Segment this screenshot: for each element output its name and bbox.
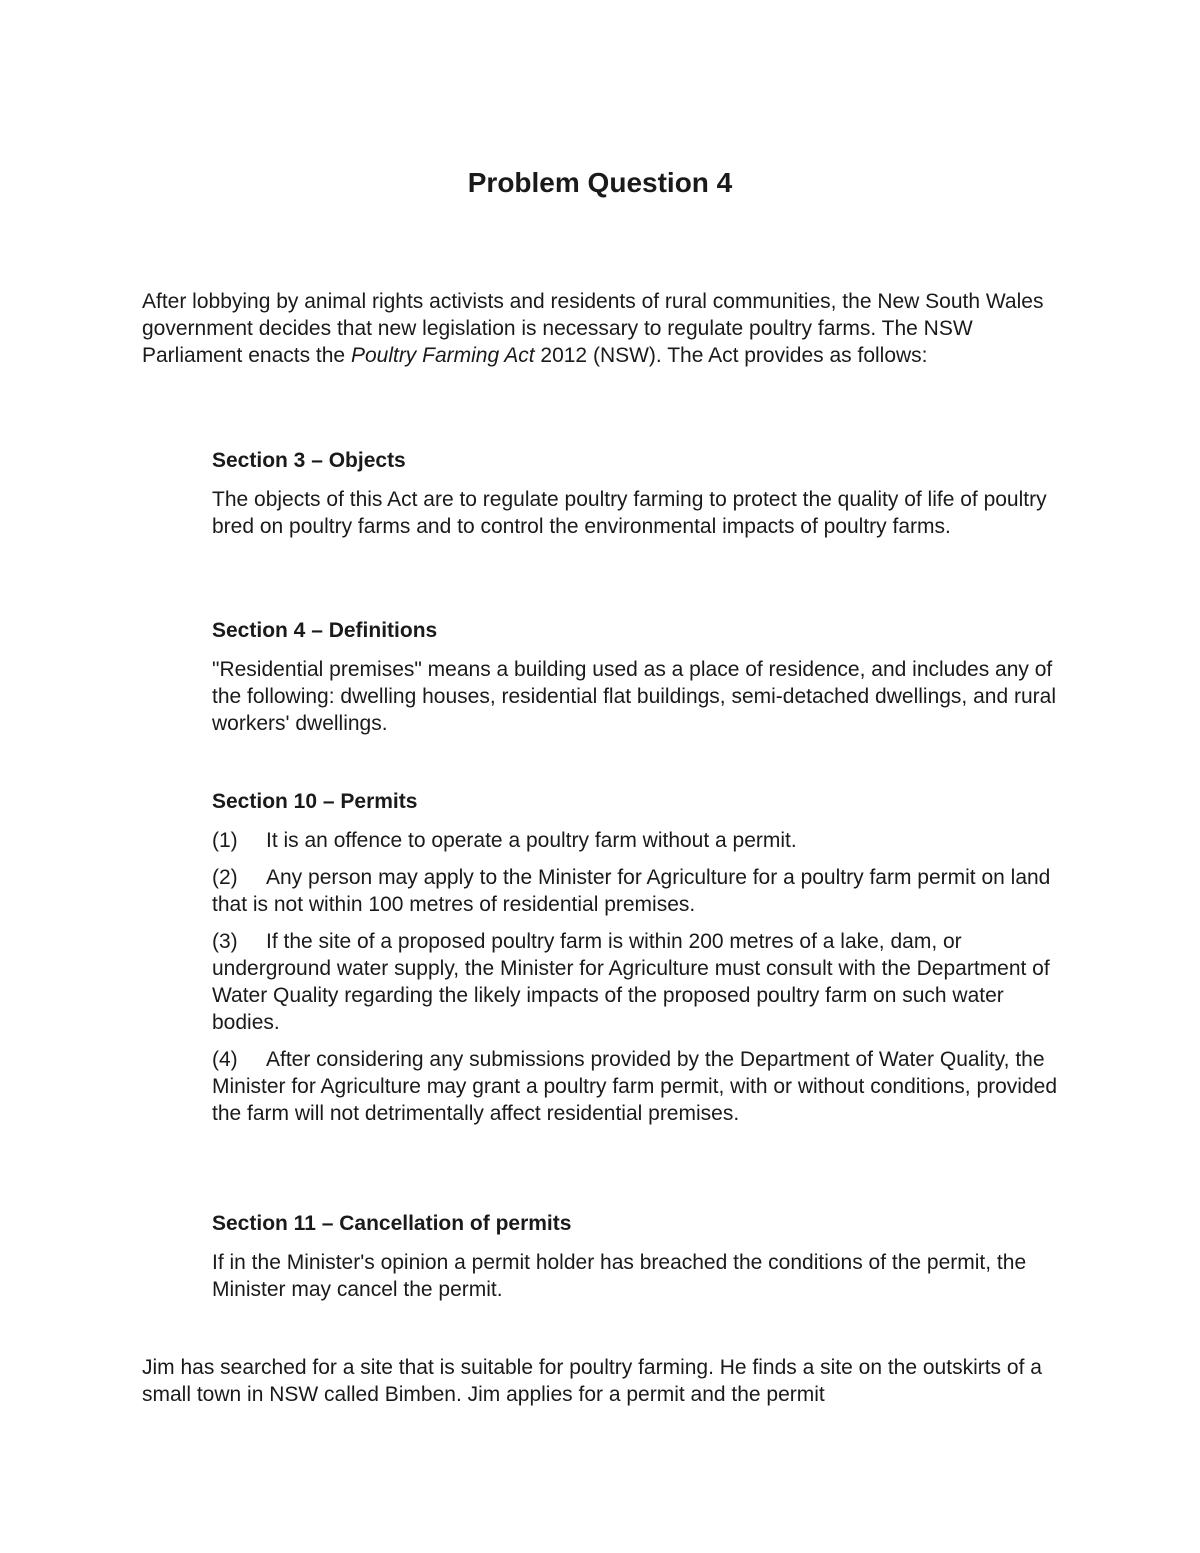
subsection-3	[212, 928, 1072, 1036]
section-3-heading: Section 3 – Objects	[212, 449, 406, 472]
act-name: Poultry Farming Act	[350, 344, 535, 367]
section-11	[212, 1210, 1072, 1303]
section-4-text: "Residential premises" means a building used as a place of residence, and includes any of the following: dwelling houses, residential flat buildings, semi-detached dwellings, and rural workers' dwellings.	[212, 658, 1056, 735]
subsection-number: (3)	[212, 930, 238, 953]
section-3-text: The objects of this Act are to regulate poultry farming to protect the quality of life of poultry bred on poultry farms and to control the environmental impacts of poultry farms.	[212, 488, 1047, 538]
intro-paragraph	[142, 288, 1062, 369]
section-4-heading: Section 4 – Definitions	[212, 619, 438, 642]
section-11-heading: Section 11 – Cancellation of permits	[212, 1212, 572, 1235]
intro-text-start: After lobbying by animal rights activists and residents of rural communities, the New South Wales government decides that new legislation is necessary to regulate poultry farms. The NSW Parliament enacts the	[142, 290, 1044, 367]
subsection-2	[212, 864, 1072, 918]
section-3	[212, 447, 1072, 540]
subsection-number: (2)	[212, 866, 238, 889]
subsection-4	[212, 1046, 1072, 1127]
subsection-text: It is an offence to operate a poultry farm without a permit.	[266, 829, 797, 852]
subsection-text: If the site of a proposed poultry farm is within 200 metres of a lake, dam, or underground water supply, the Minister for Agriculture must consult with the Department of Water Quality regarding the likely impacts of the proposed poultry farm on such water bodies.	[212, 930, 1050, 1034]
intro-text-end: 2012 (NSW). The Act provides as follows:	[534, 344, 928, 367]
subsection-text: Any person may apply to the Minister for Agriculture for a poultry farm permit on land that is not within 100 metres of residential premises.	[212, 866, 1051, 916]
subsection-text: After considering any submissions provided by the Department of Water Quality, the Minister for Agriculture may grant a poultry farm permit, with or without conditions, provided the farm will not detrimentally affect residential premises.	[212, 1048, 1058, 1125]
section-11-text: If in the Minister's opinion a permit holder has breached the conditions of the permit, the Minister may cancel the permit.	[212, 1251, 1027, 1301]
page-title: Problem Question 4	[467, 167, 733, 198]
outro-paragraph: Jim has searched for a site that is suitable for poultry farming. He finds a site on the outskirts of a small town in NSW called Bimben. Jim applies for a permit and the permit	[142, 1356, 1042, 1406]
section-10	[212, 788, 1072, 1127]
section-4	[212, 617, 1072, 737]
subsection-1	[212, 827, 1072, 854]
subsection-number: (1)	[212, 829, 238, 852]
section-10-heading: Section 10 – Permits	[212, 790, 418, 813]
subsection-number: (4)	[212, 1048, 238, 1071]
